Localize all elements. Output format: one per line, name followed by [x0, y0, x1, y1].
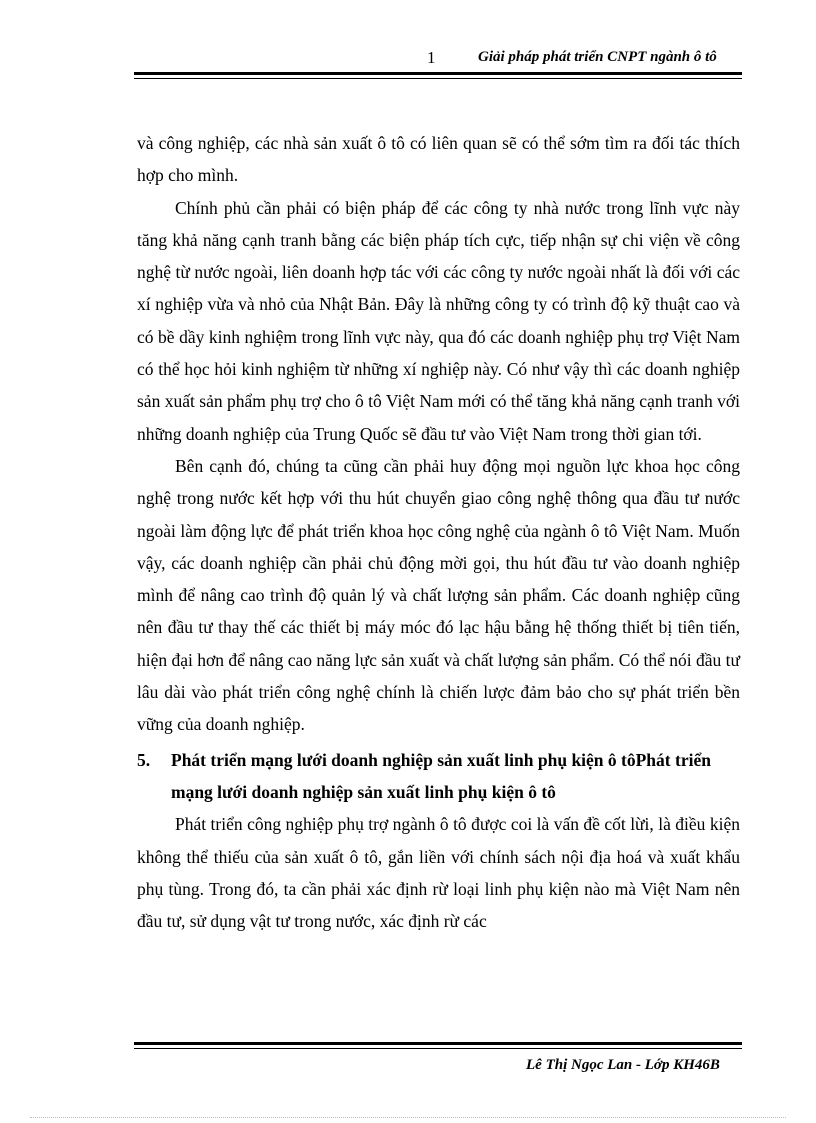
section-heading-text: Phát triển mạng lưới doanh nghiệp sản xuất linh phụ kiện ô tôPhát triển mạng lưới doanh nghiệp sản xuất linh phụ kiện ô tô [171, 749, 711, 802]
paragraph-1: và công nghiệp, các nhà sản xuất ô tô có liên quan sẽ có thể sớm tìm ra đối tác thích hợp cho mình. [137, 133, 740, 186]
page-body [137, 127, 740, 937]
footer-rule-thin [134, 1048, 742, 1049]
page-number: 1 [427, 48, 436, 67]
page-bottom-border [30, 1117, 786, 1118]
header-title: Giải pháp phát triển CNPT ngành ô tô [478, 49, 717, 65]
paragraph-4: Phát triển công nghiệp phụ trợ ngành ô tô được coi là vấn đề cốt lừi, là điều kiện không thể thiếu của sản xuất ô tô, gắn liền với chính sách nội địa hoá và xuất khẩu phụ tùng. Trong đó, ta cần phải xác định rừ loại linh phụ kiện nào mà Việt Nam nên đầu tư, sử dụng vật tư trong nước, xác định rừ các [137, 814, 740, 932]
footer-author: Lê Thị Ngọc Lan - Lớp KH46B [526, 1057, 720, 1073]
paragraph-2: Chính phủ cần phải có biện pháp để các công ty nhà nước trong lĩnh vực này tăng khả năng cạnh tranh bằng các biện pháp tích cực, tiếp nhận sự chi viện về công nghệ từ nước ngoài, liên doanh hợp tác với các công ty nước ngoài nhất là đối với các xí nghiệp vừa và nhỏ của Nhật Bản. Đây là những công ty có trình độ kỹ thuật cao và có bề dầy kinh nghiệm trong lĩnh vực này, qua đó các doanh nghiệp phụ trợ Việt Nam có thể học hỏi kinh nghiệm từ những xí nghiệp này. Có như vậy thì các doanh nghiệp sản xuất sản phẩm phụ trợ cho ô tô Việt Nam mới có thể tăng khả năng cạnh tranh với những doanh nghiệp của Trung Quốc sẽ đầu tư vào Việt Nam trong thời gian tới. [137, 197, 740, 444]
header-rule-thin [134, 78, 742, 79]
section-number: 5. [137, 749, 151, 770]
section-heading [137, 744, 740, 809]
footer-rule-thick [134, 1042, 742, 1045]
paragraph-3: Bên cạnh đó, chúng ta cũng cần phải huy động mọi nguồn lực khoa học công nghệ trong nước kết hợp với thu hút chuyển giao công nghệ thông qua đầu tư nước ngoài làm động lực để phát triển khoa học công nghệ của ngành ô tô Việt Nam. Muốn vậy, các doanh nghiệp cần phải chủ động mời gọi, thu hút đầu tư vào doanh nghiệp mình để nâng cao trình độ quản lý và chất lượng sản phẩm. Các doanh nghiệp cũng nên đầu tư thay thế các thiết bị máy móc đó lạc hậu bằng hệ thống thiết bị tiên tiến, hiện đại hơn để nâng cao năng lực sản xuất và chất lượng sản phẩm. Có thể nói đầu tư lâu dài vào phát triển công nghệ chính là chiến lược đảm bảo cho sự phát triển bền vững của doanh nghiệp. [137, 455, 740, 735]
header-rule-thick [134, 72, 742, 75]
